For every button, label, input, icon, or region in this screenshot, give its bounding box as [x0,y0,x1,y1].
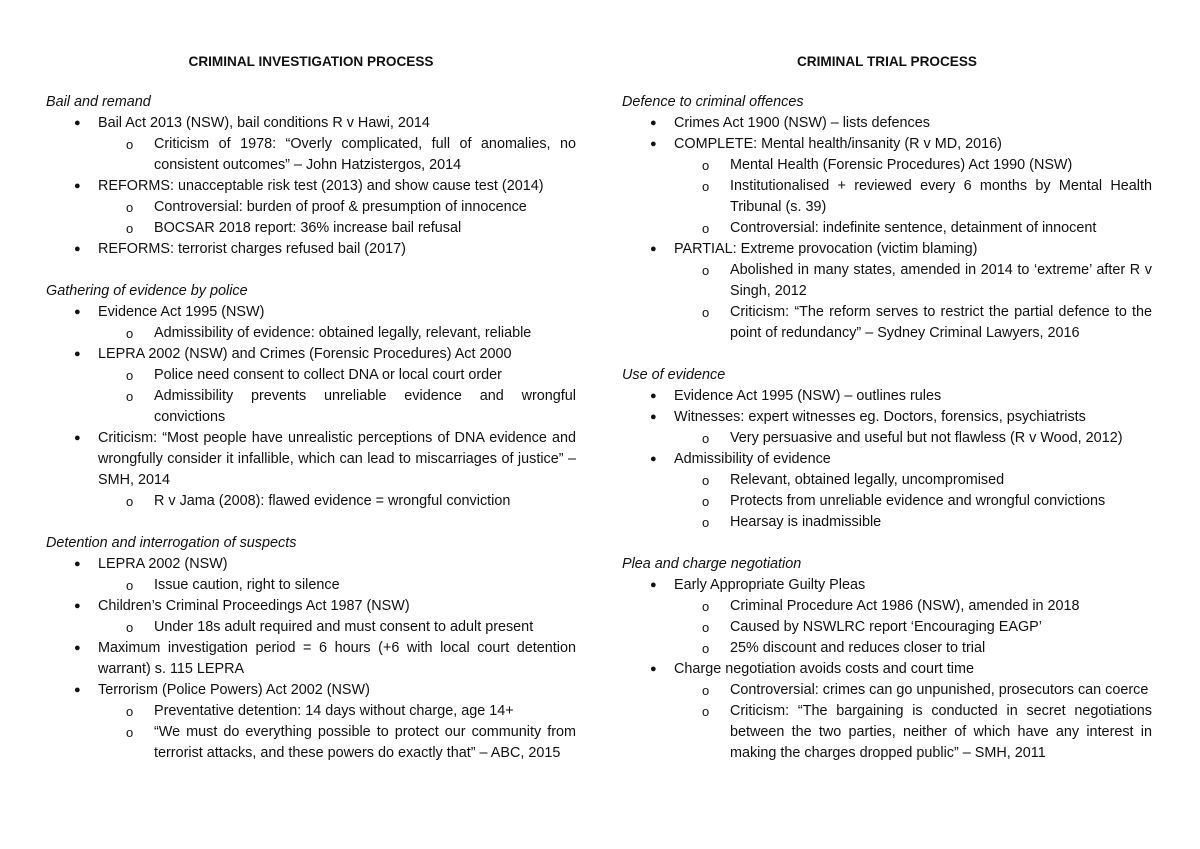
sub-bullet-item [622,701,1152,764]
bullet-text: Criticism: “The reform serves to restrict the partial defence to the point of redundancy” – Sydney Criminal Lawyers, 2016 [730,304,1152,341]
hollow-bullet-icon: o [702,494,710,509]
sub-bullet-item [622,428,1152,449]
hollow-bullet-icon: o [702,263,710,278]
bullet-text: Police need consent to collect DNA or local court order [154,367,502,383]
hollow-bullet-icon: o [702,158,710,173]
bullet-text: Protects from unreliable evidence and wrongful convictions [730,493,1106,509]
bullet-icon: ● [74,117,81,129]
bullet-text: Maximum investigation period = 6 hours (+6 with local court detention warrant) s. 115 LEPRA [98,640,576,677]
bullet-text: Bail Act 2013 (NSW), bail conditions R v Hawi, 2014 [98,115,430,131]
hollow-bullet-icon: o [126,620,134,635]
bullet-icon: ● [74,180,81,192]
hollow-bullet-icon: o [126,725,134,740]
sub-bullet-item [622,680,1152,701]
hollow-bullet-icon: o [126,704,134,719]
sub-bullet-item [46,575,576,596]
left-sections [46,92,576,764]
section-heading: Plea and charge negotiation [622,556,802,572]
bullet-icon: ● [74,600,81,612]
bullet-text: “We must do everything possible to protect our community from terrorist attacks, and these powers do exactly that” – ABC, 2015 [154,724,576,761]
sub-bullet-item [46,365,576,386]
bullet-item [46,113,576,134]
section-heading: Defence to criminal offences [622,94,804,110]
bullet-icon: ● [74,348,81,360]
bullet-item [622,449,1152,470]
bullet-item [622,407,1152,428]
hollow-bullet-icon: o [702,683,710,698]
sub-bullet-item [622,638,1152,659]
section-gap [622,344,1152,365]
bullet-text: LEPRA 2002 (NSW) and Crimes (Forensic Procedures) Act 2000 [98,346,512,362]
hollow-bullet-icon: o [126,389,134,404]
bullet-icon: ● [74,306,81,318]
section-heading: Gathering of evidence by police [46,283,248,299]
bullet-item [46,596,576,617]
section-gap [46,512,576,533]
hollow-bullet-icon: o [702,515,710,530]
bullet-item [622,575,1152,596]
bullet-icon: ● [650,390,657,402]
section-heading: Use of evidence [622,367,726,383]
bullet-icon: ● [74,558,81,570]
bullet-text: Admissibility of evidence [674,451,831,467]
bullet-text: Issue caution, right to silence [154,577,340,593]
right-sections [622,92,1152,764]
hollow-bullet-icon: o [126,578,134,593]
section-gap [46,260,576,281]
bullet-item [46,344,576,365]
hollow-bullet-icon: o [702,599,710,614]
right-column [622,52,1152,764]
section-heading: Bail and remand [46,94,151,110]
bullet-text: Admissibility of evidence: obtained legally, relevant, reliable [154,325,532,341]
sub-bullet-item [46,617,576,638]
bullet-icon: ● [74,684,81,696]
bullet-text: Hearsay is inadmissible [730,514,882,530]
bullet-text: Controversial: burden of proof & presumption of innocence [154,199,527,215]
hollow-bullet-icon: o [702,179,710,194]
bullet-text: Controversial: indefinite sentence, detainment of innocent [730,220,1097,236]
sub-bullet-item [622,218,1152,239]
hollow-bullet-icon: o [702,305,710,320]
bullet-text: Institutionalised + reviewed every 6 months by Mental Health Tribunal (s. 39) [730,178,1152,215]
bullet-item [46,680,576,701]
bullet-text: Preventative detention: 14 days without charge, age 14+ [154,703,514,719]
hollow-bullet-icon: o [702,704,710,719]
hollow-bullet-icon: o [126,494,134,509]
hollow-bullet-icon: o [126,368,134,383]
section-heading: Detention and interrogation of suspects [46,535,297,551]
bullet-icon: ● [74,243,81,255]
bullet-text: Children’s Criminal Proceedings Act 1987 (NSW) [98,598,410,614]
sub-bullet-item [622,302,1152,344]
bullet-icon: ● [650,117,657,129]
sub-bullet-item [46,218,576,239]
bullet-text: Early Appropriate Guilty Pleas [674,577,866,593]
bullet-item [46,302,576,323]
bullet-icon: ● [74,642,81,654]
bullet-item [46,554,576,575]
bullet-item [622,239,1152,260]
sub-bullet-item [46,323,576,344]
bullet-text: REFORMS: terrorist charges refused bail (2017) [98,241,406,257]
bullet-item [46,176,576,197]
bullet-text: Under 18s adult required and must consent to adult present [154,619,534,635]
sub-bullet-item [622,155,1152,176]
bullet-text: Terrorism (Police Powers) Act 2002 (NSW) [98,682,370,698]
bullet-icon: ● [650,138,657,150]
sub-bullet-item [622,491,1152,512]
bullet-item [622,659,1152,680]
hollow-bullet-icon: o [126,221,134,236]
sub-bullet-item [622,596,1152,617]
bullet-text: Relevant, obtained legally, uncompromised [730,472,1005,488]
bullet-text: R v Jama (2008): flawed evidence = wrongful conviction [154,493,511,509]
bullet-text: Charge negotiation avoids costs and court time [674,661,974,677]
bullet-icon: ● [650,411,657,423]
sub-bullet-item [46,386,576,428]
hollow-bullet-icon: o [126,326,134,341]
bullet-icon: ● [74,432,81,444]
bullet-text: LEPRA 2002 (NSW) [98,556,228,572]
bullet-item [622,113,1152,134]
bullet-item [46,638,576,680]
section-gap [622,533,1152,554]
bullet-text: COMPLETE: Mental health/insanity (R v MD, 2016) [674,136,1002,152]
hollow-bullet-icon: o [702,641,710,656]
bullet-text: Criticism: “Most people have unrealistic perceptions of DNA evidence and wrongfully consider it infallible, which can lead to miscarriages of justice” – SMH, 2014 [98,430,576,488]
sub-bullet-item [46,701,576,722]
sub-bullet-item [622,260,1152,302]
bullet-text: Evidence Act 1995 (NSW) [98,304,265,320]
bullet-text: Caused by NSWLRC report ‘Encouraging EAGP’ [730,619,1042,635]
sub-bullet-item [46,722,576,764]
hollow-bullet-icon: o [702,473,710,488]
bullet-text: Controversial: crimes can go unpunished, prosecutors can coerce [730,682,1149,698]
bullet-item [622,386,1152,407]
right-column-title: CRIMINAL TRIAL PROCESS [796,54,977,69]
sub-bullet-item [46,491,576,512]
bullet-text: Witnesses: expert witnesses eg. Doctors, forensics, psychiatrists [674,409,1086,425]
hollow-bullet-icon: o [126,137,134,152]
left-column [46,52,576,764]
bullet-text: Crimes Act 1900 (NSW) – lists defences [674,115,930,131]
bullet-item [46,428,576,491]
bullet-text: Criticism: “The bargaining is conducted in secret negotiations between the two parties, neither of which have any interest in making the charges dropped public” – SMH, 2011 [730,703,1152,761]
sub-bullet-item [622,176,1152,218]
hollow-bullet-icon: o [702,620,710,635]
bullet-text: Abolished in many states, amended in 2014 to ‘extreme’ after R v Singh, 2012 [730,262,1152,299]
hollow-bullet-icon: o [702,221,710,236]
bullet-item [622,134,1152,155]
sub-bullet-item [622,470,1152,491]
sub-bullet-item [46,134,576,176]
bullet-text: 25% discount and reduces closer to trial [730,640,986,656]
sub-bullet-item [46,197,576,218]
left-column-title: CRIMINAL INVESTIGATION PROCESS [188,54,434,69]
bullet-text: Very persuasive and useful but not flawless (R v Wood, 2012) [730,430,1123,446]
bullet-item [46,239,576,260]
bullet-icon: ● [650,663,657,675]
bullet-text: PARTIAL: Extreme provocation (victim blaming) [674,241,978,257]
bullet-text: Criminal Procedure Act 1986 (NSW), amended in 2018 [730,598,1080,614]
bullet-text: Criticism of 1978: “Overly complicated, full of anomalies, no consistent outcomes” – John Hatzistergos, 2014 [154,136,576,173]
bullet-icon: ● [650,243,657,255]
hollow-bullet-icon: o [702,431,710,446]
bullet-icon: ● [650,579,657,591]
sub-bullet-item [622,617,1152,638]
hollow-bullet-icon: o [126,200,134,215]
bullet-text: REFORMS: unacceptable risk test (2013) and show cause test (2014) [98,178,544,194]
bullet-text: Evidence Act 1995 (NSW) – outlines rules [674,388,942,404]
bullet-text: BOCSAR 2018 report: 36% increase bail refusal [154,220,462,236]
bullet-icon: ● [650,453,657,465]
bullet-text: Admissibility prevents unreliable evidence and wrongful convictions [154,388,576,425]
bullet-text: Mental Health (Forensic Procedures) Act 1990 (NSW) [730,157,1073,173]
sub-bullet-item [622,512,1152,533]
